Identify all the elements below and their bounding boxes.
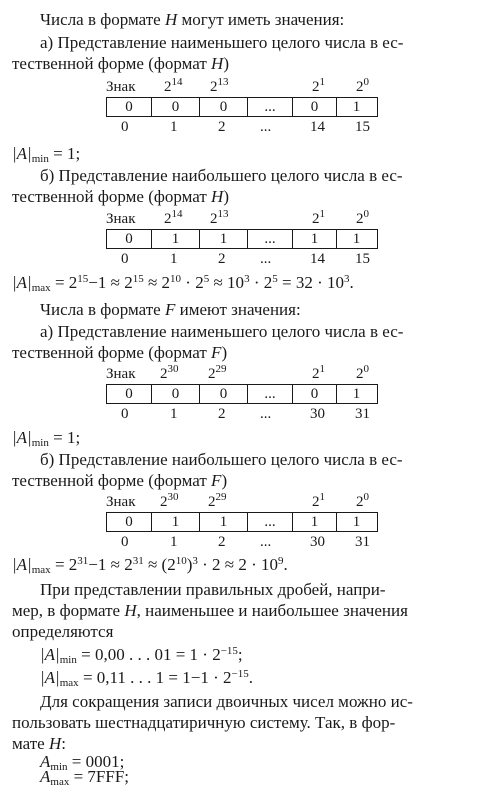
bit-index: 14 [310, 251, 325, 267]
bit-cell: ... [248, 513, 293, 531]
f-min-exp-29: $2^{29}$ [208, 363, 227, 382]
h-max-exp-13: $2^{13}$ [210, 208, 229, 227]
h-max-title-pre: тественной форме (формат [12, 187, 207, 206]
h-min-title-var: H [211, 54, 224, 73]
bit-cell: ... [248, 230, 293, 248]
bit-cell: 0 [293, 385, 337, 403]
intro-h-rest: могут иметь значения: [181, 10, 345, 29]
hex-line3: мате H: [12, 734, 66, 753]
h-max-exp-1: $2^1$ [312, 208, 325, 227]
h-min-exp-1: $2^1$ [312, 76, 325, 95]
h-max-exp-14: $2^{14}$ [164, 208, 183, 227]
h-min-title-post: ) [223, 54, 229, 73]
f-min-exp-30: $2^{30}$ [160, 363, 179, 382]
bit-index: 2 [218, 251, 226, 267]
h-max-title-line2 [12, 187, 229, 206]
bit-index: ... [260, 534, 272, 550]
hex-line2: пользовать шестнадцатиричную систему. Так, в фор- [12, 713, 396, 732]
format-h-symbol: H [164, 10, 178, 29]
bit-cell: 0 [107, 385, 152, 403]
f-max-exp-30: $2^{30}$ [160, 491, 179, 510]
f-max-value: $|A|_{max} = 2^{31}-1 \approx 2^{31} \approx (2^{10})^3 \cdot 2 \approx 2 \cdot 10^9$. [12, 555, 288, 576]
f-min-title-line2: тественной форме (формат F) [12, 343, 228, 362]
fractions-line3: определяются [12, 622, 114, 641]
fractions-line2: мер, в формате H, наименьшее и наибольшее значения [12, 601, 408, 620]
bit-index: 0 [121, 406, 129, 422]
bit-cell: 1 [200, 230, 248, 248]
f-min-exp-0: $2^0$ [356, 363, 369, 382]
intro-f: Числа в формате F имеют значения: [40, 300, 301, 319]
h-min-title-pre: тественной форме (формат [12, 54, 207, 73]
frac-min-formula: $|A|_{min} = 0,00$ . . . $01 = 1 \cdot 2^{-15}$; [40, 645, 243, 666]
bit-cell: 1 [352, 386, 361, 402]
bit-index: 30 [310, 406, 325, 422]
bit-index: 15 [355, 251, 370, 267]
f-max-title-line2: тественной форме (формат F) [12, 471, 228, 490]
a-max-hex: $A_{max} = 7FFF$; [40, 767, 130, 788]
bit-index: 0 [121, 119, 129, 135]
f-max-sign-header: Знак [106, 494, 136, 510]
bit-cell: 1 [152, 230, 200, 248]
h-min-title-line1: а) Представление наименьшего целого числа в ес- [40, 33, 404, 52]
f-min-exp-1: $2^1$ [312, 363, 325, 382]
bit-index: 30 [310, 534, 325, 550]
bit-cell: ... [248, 98, 293, 116]
bit-cell: 0 [200, 98, 248, 116]
h-min-title-line2 [12, 54, 229, 73]
h-max-value: $|A|_{max} = 2^{15}-1 \approx 2^{15} \approx 2^{10} \cdot 2^5 \approx 10^3 \cdot 2^5 = 32 \cdot 10^3$. [12, 273, 354, 294]
bit-index: 0 [121, 251, 129, 267]
intro-h-text: Числа в формате [40, 10, 161, 29]
bit-cell: 0 [152, 385, 200, 403]
f-min-bit-grid [106, 384, 378, 404]
hex-line1: Для сокращения записи двоичных чисел можно ис- [40, 692, 413, 711]
h-max-title-post: ) [223, 187, 229, 206]
h-max-bit-grid [106, 229, 378, 249]
h-min-sign-header: Знак [106, 79, 136, 95]
intro-h [40, 10, 344, 29]
frac-max-formula: $|A|_{max} = 0,11$ . . . $1 = 1-1 \cdot 2^{-15}$. [40, 668, 253, 689]
bit-cell: 1 [152, 513, 200, 531]
bit-cell: 1 [293, 230, 337, 248]
bit-index: ... [260, 251, 272, 267]
bit-index: 0 [121, 534, 129, 550]
bit-cell: 0 [152, 98, 200, 116]
bit-index: 15 [355, 119, 370, 135]
h-min-exp-0: $2^0$ [356, 76, 369, 95]
f-max-exp-29: $2^{29}$ [208, 491, 227, 510]
f-max-exp-1: $2^1$ [312, 491, 325, 510]
h-max-sign-header: Знак [106, 211, 136, 227]
h-min-value: $|A|_{min} = 1$; [12, 144, 81, 165]
bit-index: 2 [218, 406, 226, 422]
h-min-bit-grid [106, 97, 378, 117]
f-max-title-line1: б) Представление наибольшего целого числа в ес- [40, 450, 403, 469]
bit-index: 31 [355, 406, 370, 422]
h-max-exp-0: $2^0$ [356, 208, 369, 227]
bit-cell: 0 [107, 230, 152, 248]
bit-cell: 0 [107, 98, 152, 116]
bit-index: 1 [170, 119, 178, 135]
h-min-exp-14: $2^{14}$ [164, 76, 183, 95]
bit-index: 14 [310, 119, 325, 135]
f-min-sign-header: Знак [106, 366, 136, 382]
bit-cell: 0 [200, 385, 248, 403]
h-max-title-var: H [211, 187, 224, 206]
bit-cell: 1 [352, 231, 361, 247]
bit-cell: 1 [200, 513, 248, 531]
bit-index: ... [260, 406, 272, 422]
bit-index: 1 [170, 534, 178, 550]
f-max-bit-grid [106, 512, 378, 532]
bit-index: 2 [218, 119, 226, 135]
a-min-hex: $A_{min} = 0001$; [40, 752, 125, 773]
h-max-title-line1: б) Представление наибольшего целого числа в ес- [40, 166, 403, 185]
f-max-exp-0: $2^0$ [356, 491, 369, 510]
bit-cell: 1 [293, 513, 337, 531]
bit-cell: 1 [352, 514, 361, 530]
bit-index: 1 [170, 251, 178, 267]
bit-index: 2 [218, 534, 226, 550]
bit-index: 1 [170, 406, 178, 422]
bit-cell: 0 [293, 98, 337, 116]
bit-index: 31 [355, 534, 370, 550]
bit-index: ... [260, 119, 272, 135]
bit-cell: 1 [352, 99, 361, 115]
fractions-line1: При представлении правильных дробей, напри- [40, 580, 386, 599]
bit-cell: 0 [107, 513, 152, 531]
f-min-value: $|A|_{min} = 1$; [12, 428, 81, 449]
bit-cell: ... [248, 385, 293, 403]
f-min-title-line1: а) Представление наименьшего целого числа в ес- [40, 322, 404, 341]
h-min-exp-13: $2^{13}$ [210, 76, 229, 95]
format-f-symbol: F [164, 300, 176, 319]
